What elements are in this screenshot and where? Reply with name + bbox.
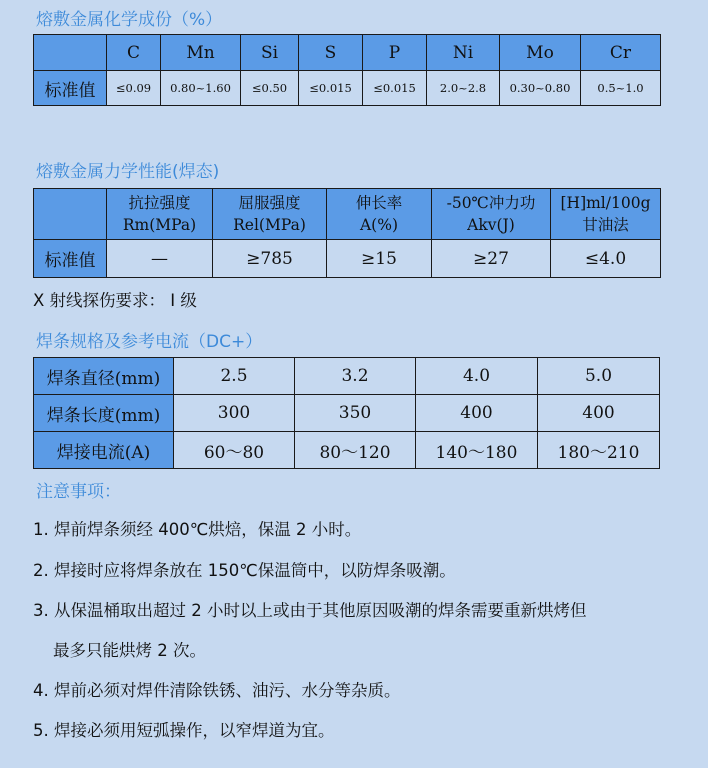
value-cell-yield: ≥785 — [213, 240, 327, 278]
property-header-elongation — [327, 189, 432, 240]
element-header-mo: Mo — [500, 35, 581, 71]
value-cell-hydrogen: ≤4.0 — [551, 240, 661, 278]
spec-value: 3.2 — [295, 358, 416, 395]
header-line2: 甘油法 — [582, 216, 629, 234]
value-cell-mo: 0.30~0.80 — [500, 71, 581, 106]
row-label: 标准值 — [34, 71, 107, 106]
spec-value: 180～210 — [538, 432, 660, 469]
element-header-c: C — [107, 35, 161, 71]
spec-value: 300 — [174, 395, 295, 432]
property-header-hydrogen — [551, 189, 661, 240]
value-cell-impact: ≥27 — [432, 240, 551, 278]
note-item: 2. 焊接时应将焊条放在 150℃保温筒中，以防焊条吸潮。 — [33, 561, 456, 580]
corner-cell — [34, 35, 107, 71]
spec-value: 80～120 — [295, 432, 416, 469]
row-label: 标准值 — [34, 240, 107, 278]
specs-heading: 焊条规格及参考电流（DC+） — [36, 332, 263, 352]
header-line1: -50℃冲力功 — [446, 194, 536, 212]
header-line1: 屈服强度 — [238, 194, 301, 212]
element-header-p: P — [363, 35, 427, 71]
header-line2: A(%) — [359, 216, 399, 234]
header-line2: Rm(MPa) — [122, 216, 197, 234]
value-cell-p: ≤0.015 — [363, 71, 427, 106]
note-item: 4. 焊前必须对焊件清除铁锈、油污、水分等杂质。 — [33, 681, 401, 700]
spec-value: 5.0 — [538, 358, 660, 395]
note-item: 5. 焊接必须用短弧操作，以窄焊道为宜。 — [33, 721, 335, 740]
property-header-yield — [213, 189, 327, 240]
property-header-tensile — [107, 189, 213, 240]
value-cell-ni: 2.0~2.8 — [427, 71, 500, 106]
spec-label: 焊接电流(A) — [34, 432, 174, 469]
header-line2: Akv(J) — [467, 216, 515, 234]
spec-label: 焊条直径(mm) — [34, 358, 174, 395]
value-cell-mn: 0.80~1.60 — [161, 71, 241, 106]
note-item-continuation: 最多只能烘烤 2 次。 — [53, 641, 206, 660]
value-cell-cr: 0.5~1.0 — [581, 71, 661, 106]
header-line1: [H]ml/100g — [560, 194, 651, 212]
spec-value: 2.5 — [174, 358, 295, 395]
spec-value: 350 — [295, 395, 416, 432]
element-header-cr: Cr — [581, 35, 661, 71]
property-header-impact — [432, 189, 551, 240]
spec-value: 400 — [538, 395, 660, 432]
mechanical-table — [33, 188, 661, 278]
note-item: 3. 从保温桶取出超过 2 小时以上或由于其他原因吸潮的焊条需要重新烘烤但 — [33, 601, 587, 620]
composition-value-row — [34, 71, 661, 106]
mechanical-value-row — [34, 240, 661, 278]
specs-row-length — [34, 395, 660, 432]
composition-heading: 熔敷金属化学成份（%） — [36, 10, 223, 30]
specs-table — [33, 357, 660, 469]
element-header-ni: Ni — [427, 35, 500, 71]
spec-label: 焊条长度(mm) — [34, 395, 174, 432]
xray-requirement: X 射线探伤要求： I 级 — [33, 291, 197, 310]
composition-table — [33, 34, 661, 106]
composition-header-row — [34, 35, 661, 71]
spec-value: 60～80 — [174, 432, 295, 469]
element-header-si: Si — [241, 35, 299, 71]
value-cell-s: ≤0.015 — [299, 71, 363, 106]
mechanical-heading: 熔敷金属力学性能(焊态) — [36, 162, 220, 182]
header-line2: Rel(MPa) — [233, 216, 306, 234]
element-header-mn: Mn — [161, 35, 241, 71]
specs-row-current — [34, 432, 660, 469]
spec-value: 400 — [416, 395, 538, 432]
value-cell-c: ≤0.09 — [107, 71, 161, 106]
mechanical-header-row — [34, 189, 661, 240]
header-line1: 抗拉强度 — [128, 194, 191, 212]
value-cell-si: ≤0.50 — [241, 71, 299, 106]
notes-heading: 注意事项： — [36, 482, 121, 502]
spec-value: 140～180 — [416, 432, 538, 469]
note-item: 1. 焊前焊条须经 400℃烘焙，保温 2 小时。 — [33, 520, 362, 539]
header-line1: 伸长率 — [355, 194, 403, 212]
spec-value: 4.0 — [416, 358, 538, 395]
specs-row-diameter — [34, 358, 660, 395]
corner-cell — [34, 189, 107, 240]
value-cell-tensile: — — [107, 240, 213, 278]
element-header-s: S — [299, 35, 363, 71]
value-cell-elongation: ≥15 — [327, 240, 432, 278]
